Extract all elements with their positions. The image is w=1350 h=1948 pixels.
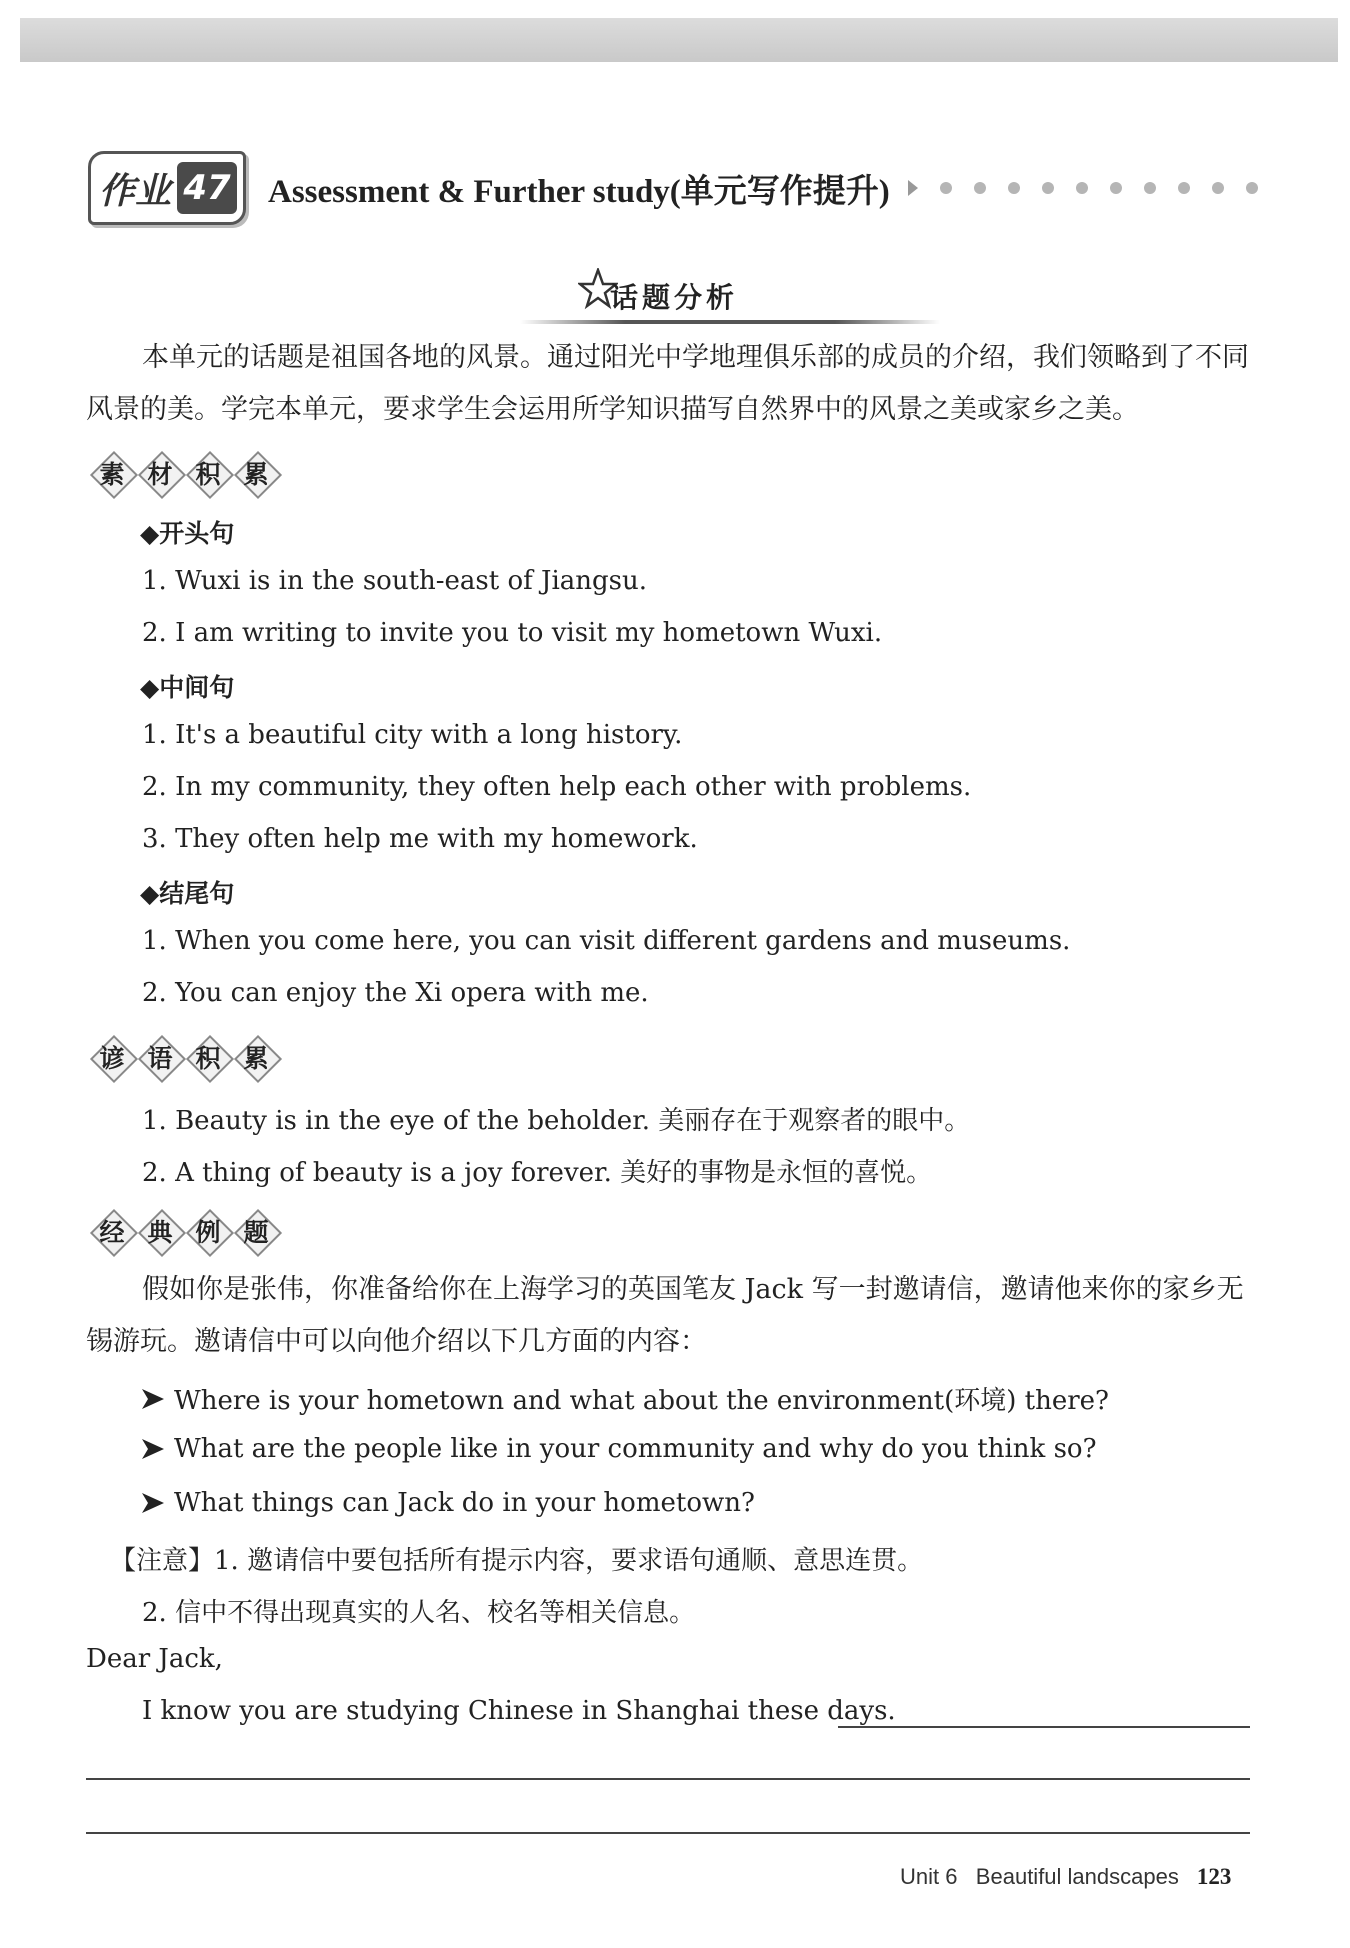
dot-icon bbox=[1212, 182, 1224, 194]
topic-title: 话题分析 bbox=[610, 281, 739, 314]
note-2: 2. 信中不得出现真实的人名、校名等相关信息。 bbox=[142, 1598, 696, 1628]
list-item: 2. You can enjoy the Xi opera with me. bbox=[142, 978, 649, 1008]
list-item: 1. Wuxi is in the south-east of Jiangsu. bbox=[142, 566, 648, 596]
heading-char: 经 bbox=[90, 1209, 134, 1253]
proverb-item: 1. Beauty is in the eye of the beholder. 美丽存在于观察者的眼中。 bbox=[142, 1106, 971, 1136]
dot-icon bbox=[1042, 182, 1054, 194]
assignment-header bbox=[88, 148, 1338, 228]
arrow-bullet-icon bbox=[140, 1387, 166, 1411]
heading-char: 积 bbox=[186, 1035, 230, 1079]
opening-sentences-label: ◆开头句 bbox=[140, 519, 235, 548]
arrow-bullet-icon bbox=[140, 1491, 166, 1515]
page-number: 123 bbox=[1196, 1864, 1232, 1889]
badge-label: 作业 bbox=[99, 170, 172, 212]
list-item: 1. It's a beautiful city with a long history. bbox=[142, 720, 683, 750]
list-item: 1. When you come here, you can visit different gardens and museums. bbox=[142, 926, 1071, 956]
note-1: 【注意】1. 邀请信中要包括所有提示内容，要求语句通顺、意思连贯。 bbox=[110, 1546, 924, 1576]
decorative-dots bbox=[908, 180, 1258, 196]
heading-char: 积 bbox=[186, 451, 230, 495]
closing-sentences-label: ◆结尾句 bbox=[140, 879, 235, 908]
prompt-bullet-text: What are the people like in your community and why do you think so? bbox=[174, 1434, 1097, 1464]
dot-icon bbox=[1076, 182, 1088, 194]
dot-icon bbox=[1246, 182, 1258, 194]
assignment-badge bbox=[88, 151, 246, 225]
writing-line[interactable] bbox=[838, 1726, 1250, 1728]
heading-char: 题 bbox=[234, 1209, 278, 1253]
heading-char: 累 bbox=[234, 1035, 278, 1079]
section-materials-heading bbox=[90, 448, 282, 498]
dot-icon bbox=[1178, 182, 1190, 194]
page-footer bbox=[900, 1864, 1231, 1890]
writing-line[interactable] bbox=[86, 1778, 1250, 1780]
prompt-bullet bbox=[140, 1380, 1109, 1417]
top-band bbox=[20, 18, 1338, 62]
topic-paragraph: 本单元的话题是祖国各地的风景。通过阳光中学地理俱乐部的成员的介绍，我们领略到了不同风景的美。学完本单元，要求学生会运用所学知识描写自然界中的风景之美或家乡之美。 bbox=[86, 342, 1249, 425]
dot-icon bbox=[1110, 182, 1122, 194]
middle-sentences-label: ◆中间句 bbox=[140, 673, 235, 702]
heading-char: 例 bbox=[186, 1209, 230, 1253]
list-item: 3. They often help me with my homework. bbox=[142, 824, 698, 854]
heading-char: 典 bbox=[138, 1209, 182, 1253]
arrow-bullet-icon bbox=[140, 1437, 166, 1461]
assignment-title: Assessment & Further study(单元写作提升) bbox=[268, 173, 890, 210]
heading-char: 累 bbox=[234, 451, 278, 495]
dot-icon bbox=[1008, 182, 1020, 194]
heading-char: 谚 bbox=[90, 1035, 134, 1079]
heading-char: 材 bbox=[138, 451, 182, 495]
letter-opening-line: I know you are studying Chinese in Shanghai these days. bbox=[142, 1696, 896, 1726]
proverb-item: 2. A thing of beauty is a joy forever. 美好的事物是永恒的喜悦。 bbox=[142, 1158, 933, 1188]
badge-number: 47 bbox=[177, 162, 237, 214]
heading-char: 素 bbox=[90, 451, 134, 495]
example-prompt: 假如你是张伟，你准备给你在上海学习的英国笔友 Jack 写一封邀请信，邀请他来你的家乡无锡游玩。邀请信中可以向他介绍以下几方面的内容： bbox=[86, 1274, 1244, 1357]
heading-char: 语 bbox=[138, 1035, 182, 1079]
list-item: 2. In my community, they often help each other with problems. bbox=[142, 772, 972, 802]
topic-heading bbox=[520, 268, 940, 328]
prompt-bullet-text: What things can Jack do in your hometown? bbox=[174, 1488, 755, 1518]
list-item: 2. I am writing to invite you to visit my hometown Wuxi. bbox=[142, 618, 883, 648]
section-example-heading bbox=[90, 1206, 282, 1256]
letter-salutation: Dear Jack, bbox=[86, 1644, 223, 1674]
arrow-marker-icon bbox=[908, 180, 918, 196]
prompt-bullet-text: Where is your hometown and what about the environment(环境) there? bbox=[174, 1386, 1109, 1416]
prompt-bullet bbox=[140, 1434, 1097, 1464]
topic-underline bbox=[520, 320, 940, 324]
dot-icon bbox=[974, 182, 986, 194]
prompt-bullet bbox=[140, 1488, 755, 1518]
dot-icon bbox=[1144, 182, 1156, 194]
dot-icon bbox=[940, 182, 952, 194]
writing-line[interactable] bbox=[86, 1832, 1250, 1834]
footer-unit-title: Unit 6 Beautiful landscapes bbox=[900, 1864, 1179, 1889]
section-proverbs-heading bbox=[90, 1032, 282, 1082]
